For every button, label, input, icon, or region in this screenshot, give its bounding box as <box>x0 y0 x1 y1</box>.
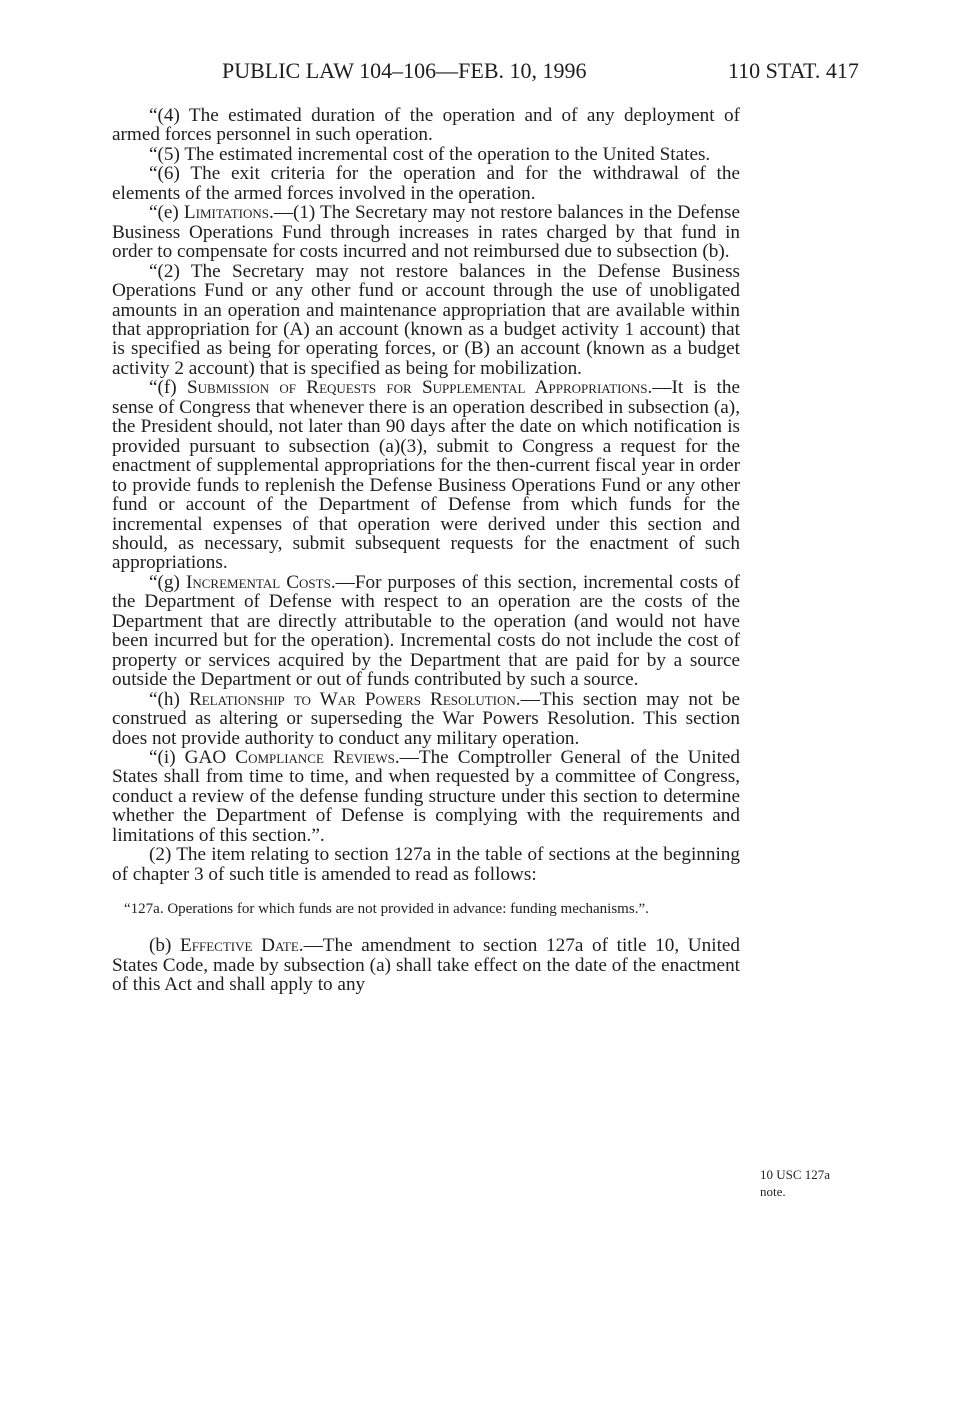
subsection-h-text: .—This section may not be construed as altering or superseding the War Powers Resolution. This section does not provide authority to conduct any military operation. <box>112 688 741 749</box>
subsection-b-heading: Effective Date <box>180 935 299 957</box>
subsection-g-text: .—For purposes of this section, incremental costs of the Department of Defense with respect to an operation are the costs of the Department that are directly attributable to the operation (and would not have been incurred but for the operation). Incremental costs do not include the cost of property or services acquired by the Department that are paid for by a source outside the Department or out of funds contributed by such a source. <box>112 571 741 691</box>
margin-note-citation: 10 USC 127a <box>760 1167 831 1182</box>
subsection-e-text: .—(1) The Secretary may not restore balances in the Defense Business Operations Fund through increases in rates charged by that fund in order to compensate for costs incurred and not reimbursed due to subsection (b). <box>112 202 741 263</box>
margin-note <box>760 1166 830 1200</box>
paragraph-4: “(4) The estimated duration of the operation and of any deployment of armed forces personnel in such operation. <box>112 105 740 146</box>
subsection-i-prefix: “(i) GAO <box>149 746 236 768</box>
subsection-g-heading: Incremental Costs <box>185 571 331 593</box>
subsection-i-text: .—The Comptroller General of the United States shall from time to time, and when requested by a committee of Congress, conduct a review of the defense funding structure under this section to determine whether the Department of Defense is complying with the requirements and limitations of this section.”. <box>112 746 741 846</box>
subsection-e-limitations <box>112 203 740 261</box>
subsection-f-heading: Submission of Requests for Supplemental Appropriations <box>186 377 648 399</box>
subsection-i-heading: Compliance Reviews <box>235 746 395 768</box>
public-law-citation: PUBLIC LAW 104–106—FEB. 10, 1996 <box>222 58 587 83</box>
subsection-g-incremental-costs <box>112 573 740 690</box>
subsection-h-prefix: “(h) <box>149 688 189 710</box>
subsection-f-prefix: “(f) <box>149 377 187 399</box>
body-text <box>112 106 740 994</box>
paragraph-5: “(5) The estimated incremental cost of the operation to the United States. <box>149 143 711 165</box>
subsection-h-war-powers <box>112 690 740 748</box>
subsection-f-supplemental-requests <box>112 378 740 573</box>
subsection-e-prefix: “(e) <box>149 202 184 224</box>
table-of-sections-entry: “127a. Operations for which funds are not provided in advance: funding mechanisms.”. <box>124 901 649 918</box>
subsection-f-text: .—It is the sense of Congress that whenever there is an operation described in subsection (a), the President should, not later than 90 days after the date on which notification is provided pursuant to subsection (a)(3), submit to Congress a request for the enactment of supplemental appropriations for the then-current fiscal year in order to provide funds to replenish the Defense Business Operations Fund or any other fund or account of the Department of Defense from which funds for the incremental expenses of that operation were derived under this section and should, as necessary, submit subsequent requests for the enactment of such appropriations. <box>112 377 740 574</box>
paragraph-6: “(6) The exit criteria for the operation and for the withdrawal of the elements of the armed forces involved in the operation. <box>112 163 740 204</box>
subsection-b-prefix: (b) <box>149 935 181 957</box>
subsection-g-prefix: “(g) <box>149 571 186 593</box>
margin-note-label: note. <box>760 1184 786 1199</box>
running-header <box>0 58 958 88</box>
subsection-i-gao-reviews <box>112 748 740 845</box>
subsection-e-heading: Limitations <box>183 202 269 224</box>
item-2-table-of-sections: (2) The item relating to section 127a in the table of sections at the beginning of chapter 3 of such title is amended to read as follows: <box>112 844 740 885</box>
subsection-b-effective-date <box>112 936 740 994</box>
subsection-b-text: .—The amendment to section 127a of title 10, United States Code, made by subsection (a) shall take effect on the date of the enactment of this Act and shall apply to any <box>112 935 741 996</box>
subsection-e-paragraph-2: “(2) The Secretary may not restore balances in the Defense Business Operations Fund or any other fund or account through the use of unobligated amounts in an operation and maintenance appropriation that are available within that appropriation for (A) an account (known as a budget activity 1 account) that is specified as being for operating forces, or (B) an account (known as a budget activity 2 account) that is specified as being for mobilization. <box>112 260 740 379</box>
statutes-page-number: 110 STAT. 417 <box>728 58 859 83</box>
subsection-h-heading: Relationship to War Powers Resolution <box>188 688 516 710</box>
